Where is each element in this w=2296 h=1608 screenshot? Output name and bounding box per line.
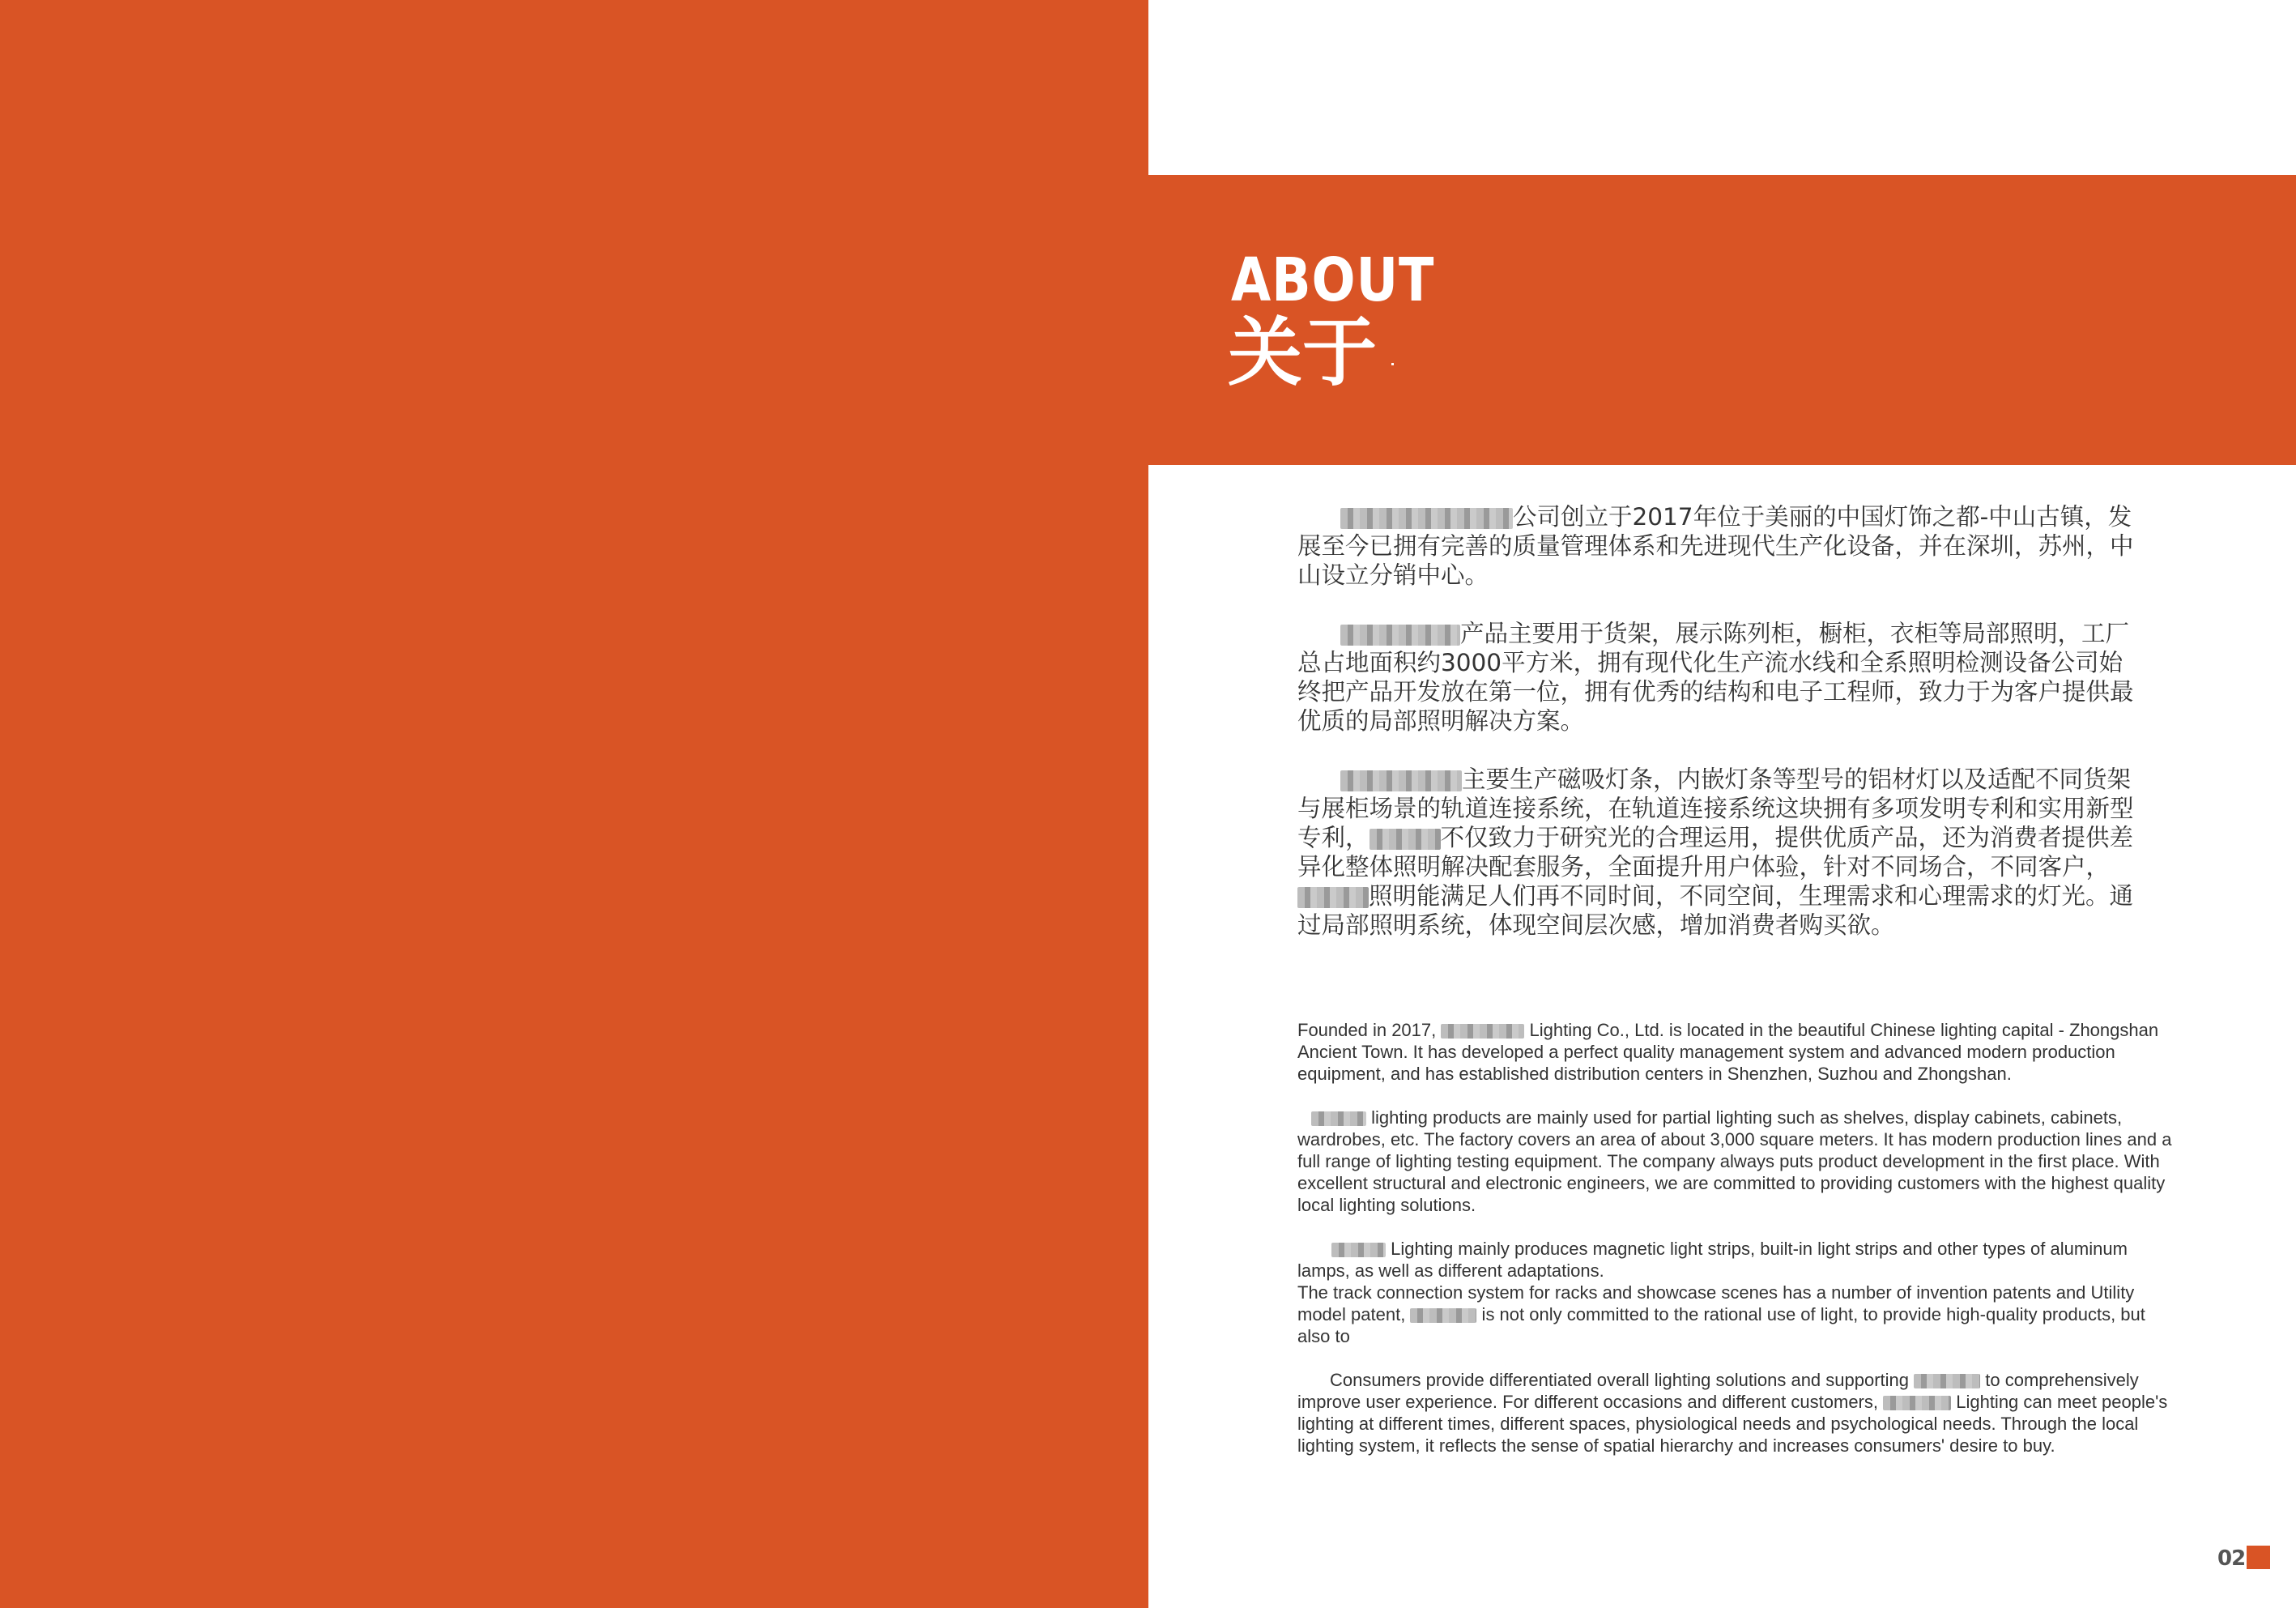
en-p4a-text: Consumers provide differentiated overall lighting solutions and supporting (1330, 1370, 1915, 1390)
en-p3c-text: is not only committed to the rational use of light, to provide high-quality products, but also to (1297, 1304, 2145, 1346)
redacted-brand-name (1331, 1243, 1386, 1257)
redacted-brand-name (1410, 1308, 1476, 1323)
en-p2-text: lighting products are mainly used for partial lighting such as shelves, display cabinets, cabinets, wardrobes, etc. The factory covers an area of about 3,000 square meters. It has modern production lines and a full range of lighting testing equipment. The company always puts product development in the first place. With excellent structural and electronic engineers, we are committed to providing customers with the highest quality local lighting solutions. (1297, 1107, 2172, 1215)
redacted-brand-name (1883, 1396, 1951, 1410)
zh-p3b-text: 不仅致力于研究光的合理运用，提供优质产品，还为消费者提供差异化整体照明解决配套服务，全面提升用户体验，针对不同场合，不同客户， (1297, 824, 2134, 881)
zh-p3a-text: 主要生产磁吸灯条，内嵌灯条等型号的铝材灯以及适配不同货架与展柜场景的轨道连接系统，在轨道连接系统这块拥有多项发明专利和实用新型专利， (1297, 766, 2134, 851)
en-paragraph-3 (1297, 1238, 2172, 1347)
redacted-brand-name (1311, 1111, 1366, 1126)
redacted-brand-name (1340, 770, 1462, 791)
zh-paragraph-1 (1297, 502, 2140, 590)
redacted-company-name (1441, 1024, 1524, 1039)
en-p1b-text: Lighting Co., Ltd. is located in the beautiful Chinese lighting capital - Zhongshan Ancient Town. It has developed a perfect quality management system and advanced modern production equipment, and has established distribution centers in Shenzhen, Suzhou and Zhongshan. (1297, 1020, 2159, 1084)
en-paragraph-1 (1297, 1019, 2172, 1085)
title-dot (1391, 363, 1394, 365)
redacted-brand-name (1297, 887, 1369, 908)
title-chinese: 关于 (1228, 309, 1378, 396)
title-english: ABOUT (1231, 245, 1435, 315)
en-p3a-text: Lighting mainly produces magnetic light strips, built-in light strips and other types of aluminum lamps, as well as different adaptations. (1297, 1239, 2128, 1281)
redacted-company-name (1340, 508, 1513, 529)
page-number: 02 (2217, 1546, 2246, 1571)
zh-p1-text: 公司创立于2017年位于美丽的中国灯饰之都-中山古镇，发展至今已拥有完善的质量管理体系和先进现代生产化设备，并在深圳，苏州，中山设立分销中心。 (1297, 503, 2134, 589)
en-p4b-text: to comprehensively improve user experience. For different occasions and different customers, (1297, 1370, 2139, 1412)
zh-paragraph-3 (1297, 765, 2140, 940)
en-paragraph-4 (1297, 1369, 2172, 1457)
zh-p3c-text: 照明能满足人们再不同时间，不同空间，生理需求和心理需求的灯光。通过局部照明系统，体现空间层次感，增加消费者购买欲。 (1297, 882, 2134, 939)
en-p4c-text: Lighting can meet people's lighting at different times, different spaces, physiological needs and psychological needs. Through the local lighting system, it reflects the sense of spatial hierarchy and increases consumers' desire to buy. (1297, 1392, 2168, 1456)
en-paragraph-2 (1297, 1107, 2172, 1216)
en-p1a-text: Founded in 2017, (1297, 1020, 1442, 1040)
redacted-brand-name (1370, 829, 1441, 850)
redacted-brand-name (1914, 1374, 1980, 1388)
zh-paragraph-2 (1297, 619, 2140, 736)
en-p3b-text: The track connection system for racks and showcase scenes has a number of invention patents and Utility model patent, (1297, 1282, 2135, 1324)
page-marker-square (2247, 1546, 2270, 1569)
redacted-brand-name (1340, 625, 1460, 646)
zh-p2-text: 产品主要用于货架，展示陈列柜，橱柜，衣柜等局部照明，工厂总占地面积约3000平方米，拥有现代化生产流水线和全系照明检测设备公司始终把产品开发放在第一位，拥有优秀的结构和电子工程师，致力于为客户提供最优质的局部照明解决方案。 (1297, 620, 2134, 735)
